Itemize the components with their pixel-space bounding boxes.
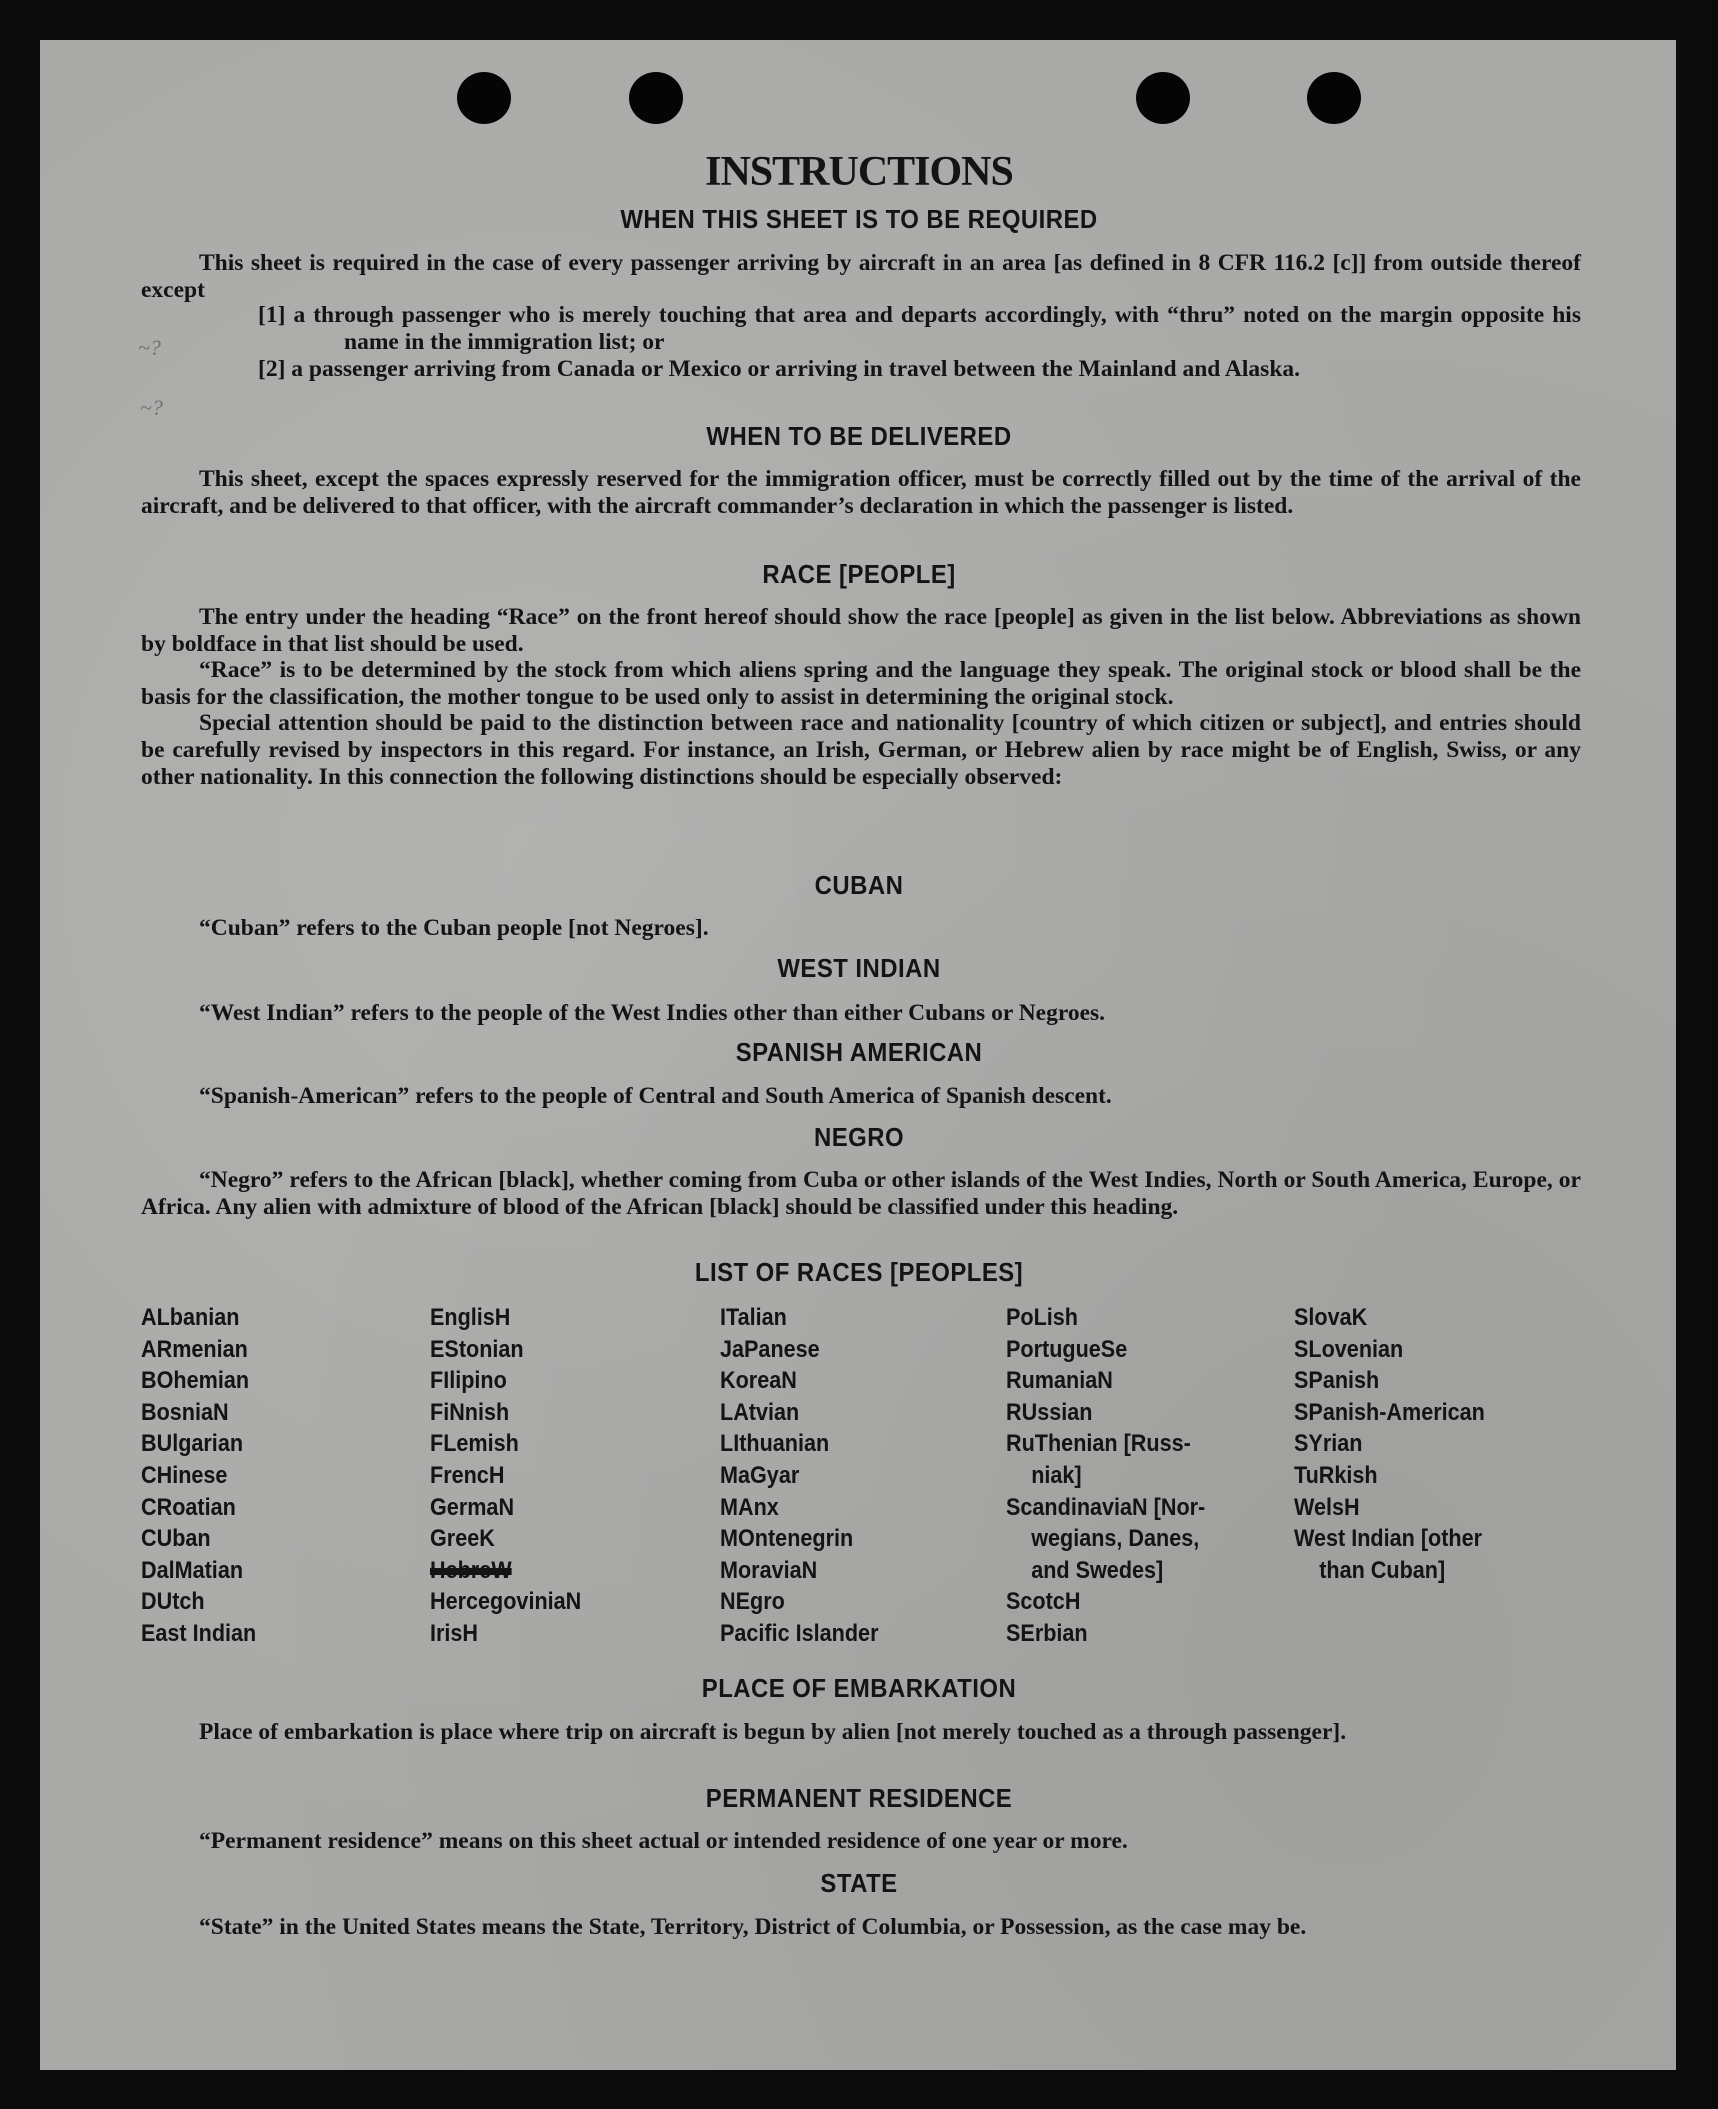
heading-delivered: WHEN TO BE DELIVERED bbox=[706, 421, 1012, 451]
pencil-mark: ~? bbox=[140, 395, 163, 420]
heading-negro: NEGRO bbox=[813, 1122, 905, 1152]
race-entry: MaGyar bbox=[720, 1461, 800, 1489]
race-entry-continued: wegians, Danes, bbox=[1031, 1525, 1200, 1553]
race-entry: BOhemian bbox=[141, 1367, 250, 1395]
punch-hole bbox=[457, 72, 511, 124]
punch-hole bbox=[1136, 72, 1190, 124]
race-entry: GermaN bbox=[430, 1493, 515, 1521]
race-entry-struck-out: HebreW bbox=[430, 1556, 512, 1584]
race-entry: SlovaK bbox=[1294, 1304, 1368, 1331]
race-entry: SErbian bbox=[1006, 1619, 1088, 1647]
race-entry: West Indian [other bbox=[1294, 1525, 1483, 1553]
races-column-4 bbox=[1006, 1302, 1227, 1650]
race-entry: SYrian bbox=[1294, 1430, 1363, 1458]
negro-text: “Negro” refers to the African [black], whether coming from Cuba or other islands of the West Indies, North or South America, Europe, or Africa. Any alien with admixture of blood of the African [black] should be classified under this heading. bbox=[141, 1167, 1581, 1220]
race-entry: HercegoviniaN bbox=[430, 1588, 582, 1616]
race-entry: PortugueSe bbox=[1006, 1335, 1128, 1363]
race-paragraph: The entry under the heading “Race” on the front hereof should show the race [people] as given in the list below. Abbreviations as shown by boldface in that list should be used. bbox=[141, 604, 1581, 657]
race-entry: FiNnish bbox=[430, 1398, 510, 1426]
race-entry: ARmenian bbox=[141, 1335, 248, 1363]
race-entry: WelsH bbox=[1294, 1493, 1360, 1521]
page-title: INSTRUCTIONS bbox=[705, 149, 1013, 195]
race-entry: CHinese bbox=[141, 1461, 228, 1489]
race-entry: ITalian bbox=[720, 1304, 787, 1331]
race-entry: EnglisH bbox=[430, 1304, 511, 1331]
required-intro: This sheet is required in the case of every passenger arriving by aircraft in an area [as defined in 8 CFR 116.2 [c]] from outside thereof except bbox=[141, 250, 1581, 303]
races-column-2 bbox=[430, 1302, 598, 1650]
delivered-text: This sheet, except the spaces expressly reserved for the immigration officer, must be correctly filled out by the time of the arrival of the aircraft, and be delivered to that officer, with the aircraft commander’s declaration in which the passenger is listed. bbox=[141, 466, 1581, 519]
races-column-1 bbox=[141, 1302, 269, 1650]
race-entry: ALbanian bbox=[141, 1304, 240, 1331]
heading-race: RACE [PEOPLE] bbox=[762, 559, 956, 589]
heading-embarkation: PLACE OF EMBARKATION bbox=[701, 1673, 1017, 1703]
race-entry: PoLish bbox=[1006, 1304, 1079, 1331]
required-exception-2: [2] a passenger arriving from Canada or Mexico or arriving in travel between the Mainland and Alaska. bbox=[258, 356, 1301, 382]
race-entry: BosniaN bbox=[141, 1398, 229, 1426]
race-entry: MAnx bbox=[720, 1493, 779, 1521]
heading-permanent-residence: PERMANENT RESIDENCE bbox=[705, 1783, 1013, 1813]
residence-text: “Permanent residence” means on this sheet actual or intended residence of one year or more. bbox=[199, 1828, 1128, 1854]
race-entry: FrencH bbox=[430, 1461, 505, 1489]
embarkation-text: Place of embarkation is place where trip on aircraft is begun by alien [not merely touched as a through passenger]. bbox=[199, 1719, 1347, 1745]
race-entry: TuRkish bbox=[1294, 1461, 1378, 1489]
heading-state: STATE bbox=[820, 1868, 898, 1898]
race-paragraph: Special attention should be paid to the distinction between race and nationality [country of which citizen or subject], and entries should be carefully revised by inspectors in this regard. For instance, an Irish, German, or Hebrew alien by race might be of English, Swiss, or any other nationality. In this connection the following distinctions should be especially observed: bbox=[141, 710, 1581, 790]
race-entry: RuThenian [Russ- bbox=[1006, 1430, 1191, 1458]
race-paragraphs bbox=[141, 604, 1581, 790]
heading-required: WHEN THIS SHEET IS TO BE REQUIRED bbox=[620, 204, 1098, 234]
race-entry: CUban bbox=[141, 1525, 211, 1553]
race-entry: JaPanese bbox=[720, 1335, 820, 1363]
spanish-american-text: “Spanish-American” refers to the people of Central and South America of Spanish descent. bbox=[199, 1083, 1112, 1109]
race-entry-continued: and Swedes] bbox=[1031, 1556, 1164, 1584]
race-entry: DalMatian bbox=[141, 1556, 244, 1584]
race-entry: FIlipino bbox=[430, 1367, 507, 1395]
race-entry: NEgro bbox=[720, 1588, 785, 1616]
race-entry: RumaniaN bbox=[1006, 1367, 1113, 1395]
race-entry: East Indian bbox=[141, 1619, 257, 1647]
races-column-3 bbox=[720, 1302, 896, 1650]
required-exception-1: [1] a through passenger who is merely touching that area and departs accordingly, with “thru” noted on the margin opposite his name in the immigration list; or bbox=[258, 302, 1581, 355]
state-text: “State” in the United States means the State, Territory, District of Columbia, or Possession, as the case may be. bbox=[199, 1914, 1307, 1940]
race-entry: MOntenegrin bbox=[720, 1525, 854, 1553]
race-entry: FLemish bbox=[430, 1430, 519, 1458]
cuban-text: “Cuban” refers to the Cuban people [not Negroes]. bbox=[199, 915, 709, 941]
punch-hole bbox=[1307, 72, 1361, 124]
west-indian-text: “West Indian” refers to the people of the West Indies other than either Cubans or Negroes. bbox=[199, 1000, 1106, 1026]
race-entry: IrisH bbox=[430, 1619, 479, 1647]
pencil-mark: ~? bbox=[138, 335, 161, 360]
race-entry-continued: niak] bbox=[1031, 1461, 1082, 1489]
race-entry: RUssian bbox=[1006, 1398, 1093, 1426]
races-column-5 bbox=[1294, 1302, 1506, 1586]
race-entry: CRoatian bbox=[141, 1493, 236, 1521]
race-entry: ScandinaviaN [Nor- bbox=[1006, 1493, 1206, 1521]
race-entry-continued: than Cuban] bbox=[1319, 1556, 1446, 1584]
race-entry: Pacific Islander bbox=[720, 1619, 879, 1647]
punch-hole bbox=[629, 72, 683, 124]
heading-west-indian: WEST INDIAN bbox=[777, 953, 941, 983]
race-entry: GreeK bbox=[430, 1525, 495, 1553]
race-entry: BUlgarian bbox=[141, 1430, 244, 1458]
race-entry: SPanish bbox=[1294, 1367, 1380, 1395]
race-paragraph: “Race” is to be determined by the stock from which aliens spring and the language they speak. The original stock or blood shall be the basis for the classification, the mother tongue to be used only to assist in determining the original stock. bbox=[141, 657, 1581, 710]
race-entry: LAtvian bbox=[720, 1398, 800, 1426]
heading-list-of-races: LIST OF RACES [PEOPLES] bbox=[694, 1257, 1024, 1287]
race-entry: SLovenian bbox=[1294, 1335, 1404, 1363]
race-entry: ScotcH bbox=[1006, 1588, 1081, 1616]
heading-spanish-american: SPANISH AMERICAN bbox=[735, 1037, 983, 1067]
race-entry: DUtch bbox=[141, 1588, 205, 1616]
race-entry: KoreaN bbox=[720, 1367, 797, 1395]
race-entry: MoraviaN bbox=[720, 1556, 818, 1584]
race-entry: EStonian bbox=[430, 1335, 524, 1363]
race-entry: LIthuanian bbox=[720, 1430, 830, 1458]
race-entry: SPanish-American bbox=[1294, 1398, 1485, 1426]
heading-cuban: CUBAN bbox=[814, 870, 904, 900]
